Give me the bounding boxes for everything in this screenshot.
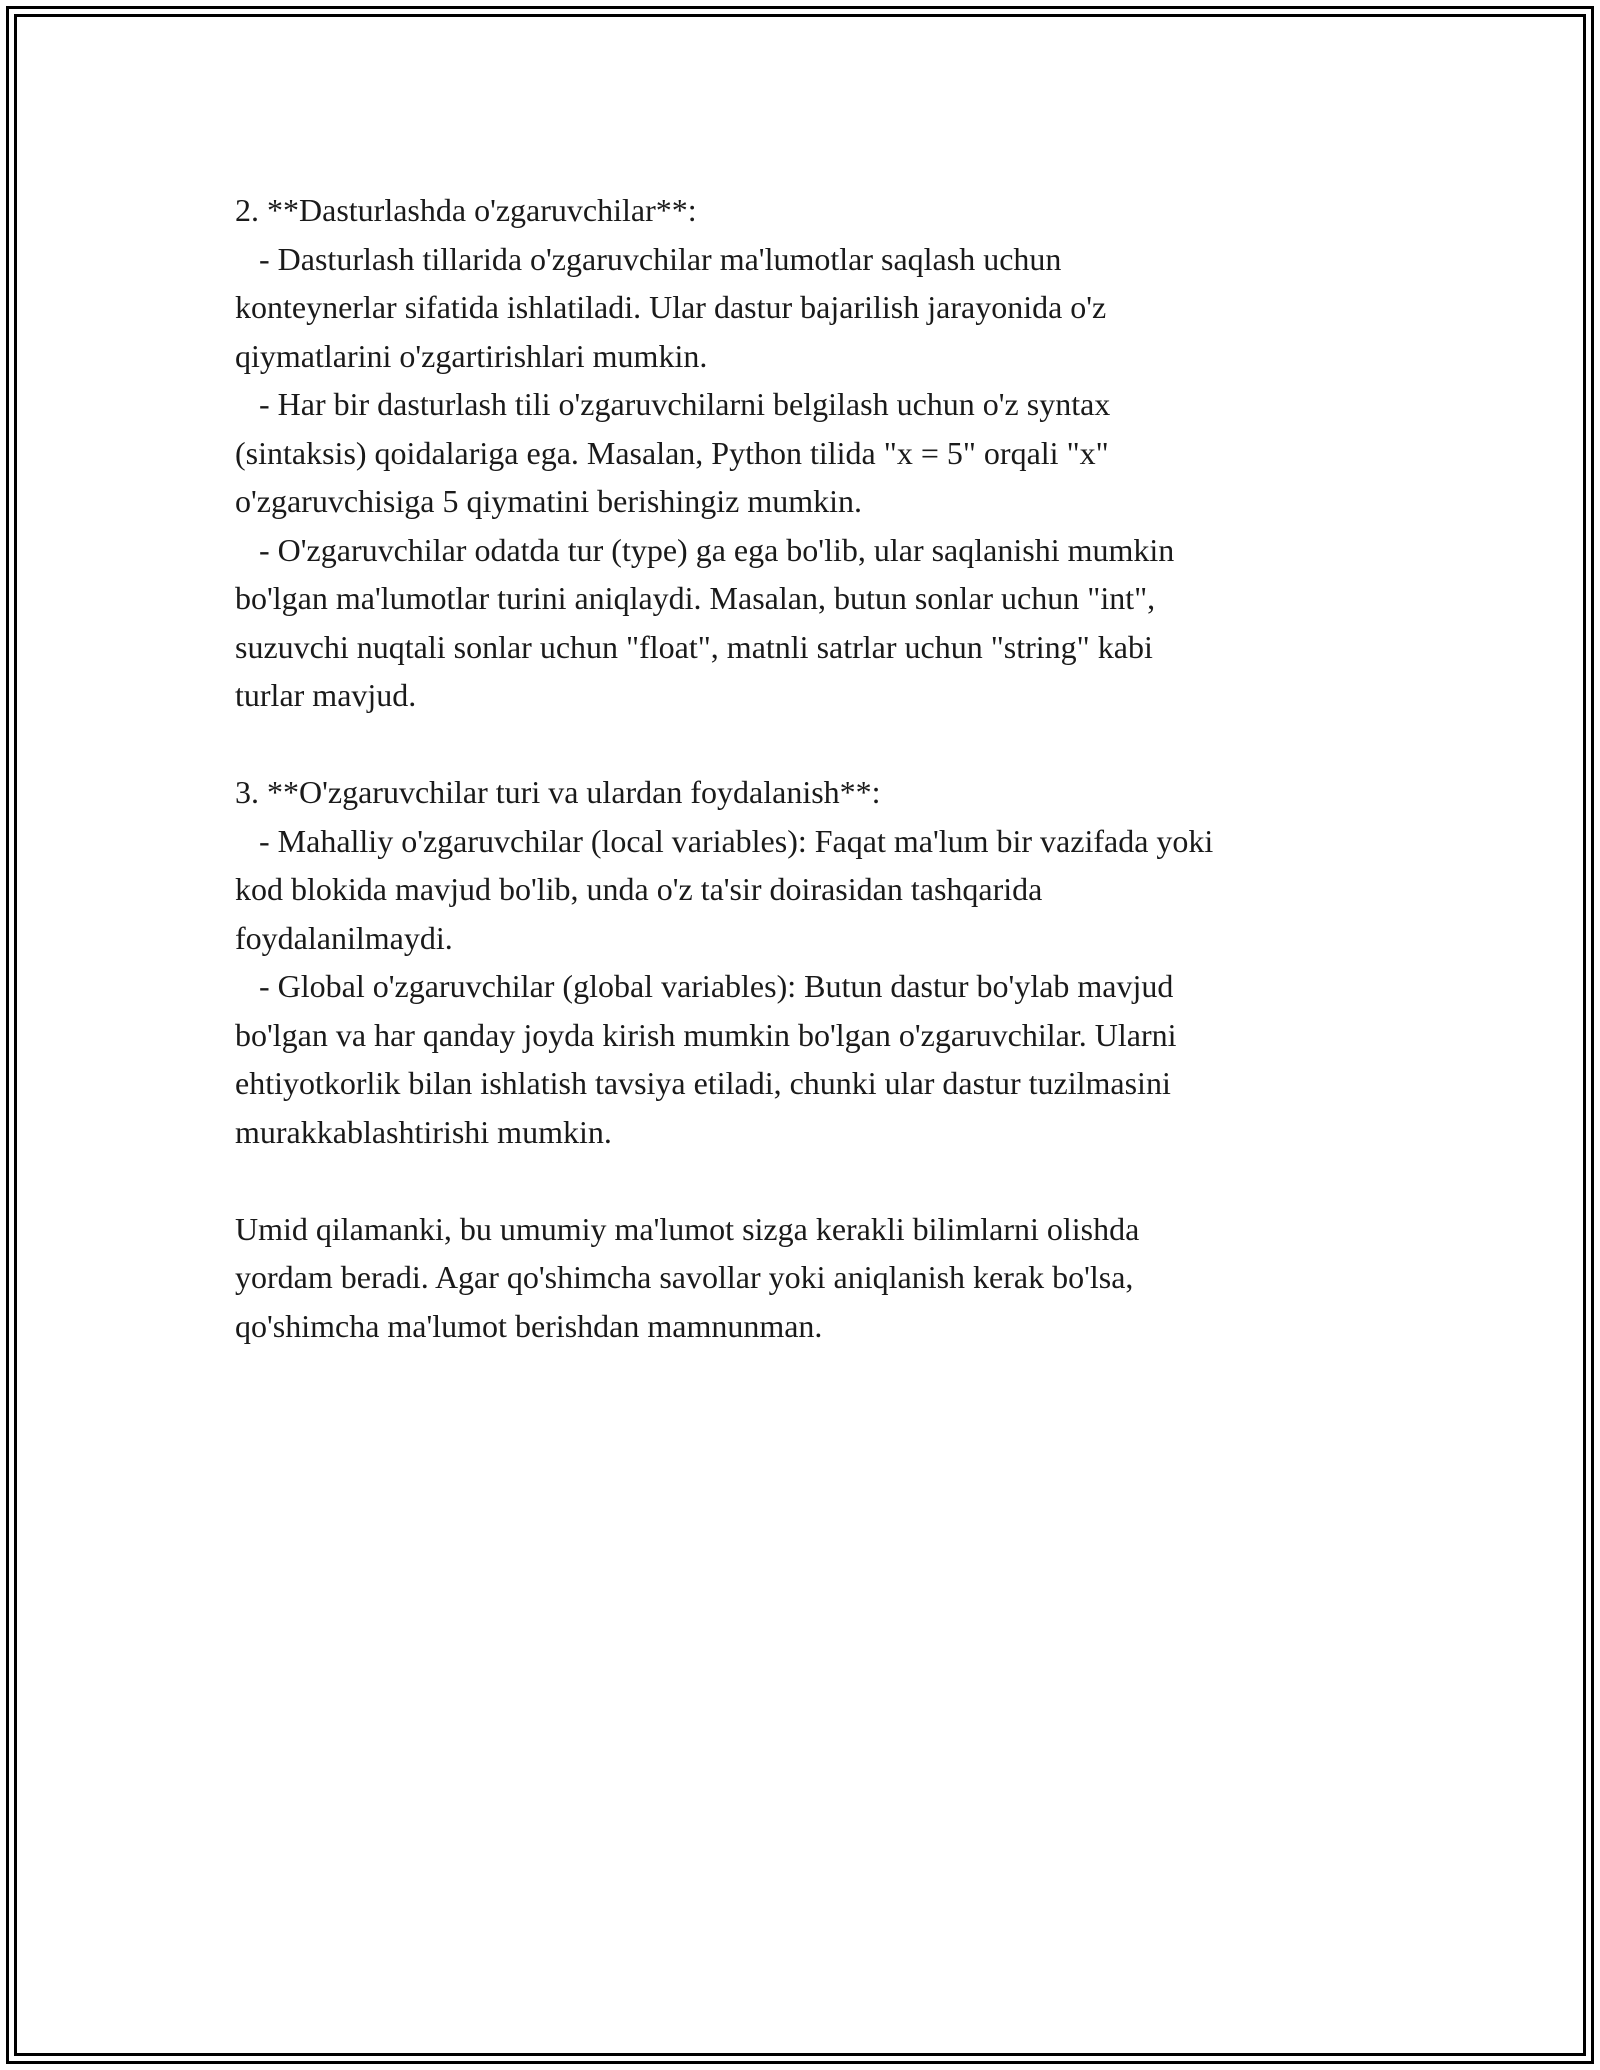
section-2-line: - Dasturlash tillarida o'zgaruvchilar ma'lumotlar saqlash uchun [235, 240, 1062, 277]
section-2-line: qiymatlarini o'zgartirishlari mumkin. [235, 337, 708, 374]
section-2-heading: 2. **Dasturlashda o'zgaruvchilar**: [235, 192, 697, 228]
section-2-line: suzuvchi nuqtali sonlar uchun "float", matnli satrlar uchun "string" kabi [235, 628, 1153, 665]
section-3-line: kod blokida mavjud bo'lib, unda o'z ta'sir doirasidan tashqarida [235, 871, 1043, 907]
section-3-heading: 3. **O'zgaruvchilar turi va ulardan foydalanish**: [235, 774, 881, 810]
section-3-line: - Mahalliy o'zgaruvchilar (local variables): Faqat ma'lum bir vazifada yoki [235, 822, 1214, 859]
section-2-line: turlar mavjud. [235, 677, 417, 713]
paragraph-spacer [235, 1156, 1395, 1205]
closing-line: qo'shimcha ma'lumot berishdan mamnunman. [235, 1307, 823, 1344]
section-3-line: bo'lgan va har qanday joyda kirish mumkin bo'lgan o'zgaruvchilar. Ularni [235, 1016, 1177, 1053]
section-3-line: murakkablashtirishi mumkin. [235, 1113, 612, 1150]
section-2-line: konteynerlar sifatida ishlatiladi. Ular dastur bajarilish jarayonida o'z [235, 289, 1107, 325]
section-3-line: foydalanilmaydi. [235, 919, 453, 956]
section-3-line: - Global o'zgaruvchilar (global variables): Butun dastur bo'ylab mavjud [235, 968, 1174, 1004]
section-2-line: o'zgaruvchisiga 5 qiymatini berishingiz mumkin. [235, 483, 862, 519]
closing-line: yordam beradi. Agar qo'shimcha savollar yoki aniqlanish kerak bo'lsa, [235, 1259, 1134, 1295]
section-2-line: bo'lgan ma'lumotlar turini aniqlaydi. Masalan, butun sonlar uchun "int", [235, 580, 1156, 616]
document-body [235, 186, 1395, 1350]
paragraph-spacer [235, 720, 1395, 769]
section-2-line: - Har bir dasturlash tili o'zgaruvchilarni belgilash uchun o'z syntax [235, 386, 1111, 422]
section-2-line: (sintaksis) qoidalariga ega. Masalan, Python tilida "x = 5" orqali "x" [235, 434, 1109, 471]
section-2-line: - O'zgaruvchilar odatda tur (type) ga ega bo'lib, ular saqlanishi mumkin [235, 531, 1175, 568]
section-3-line: ehtiyotkorlik bilan ishlatish tavsiya etiladi, chunki ular dastur tuzilmasini [235, 1065, 1171, 1101]
closing-line: Umid qilamanki, bu umumiy ma'lumot sizga kerakli bilimlarni olishda [235, 1210, 1140, 1247]
